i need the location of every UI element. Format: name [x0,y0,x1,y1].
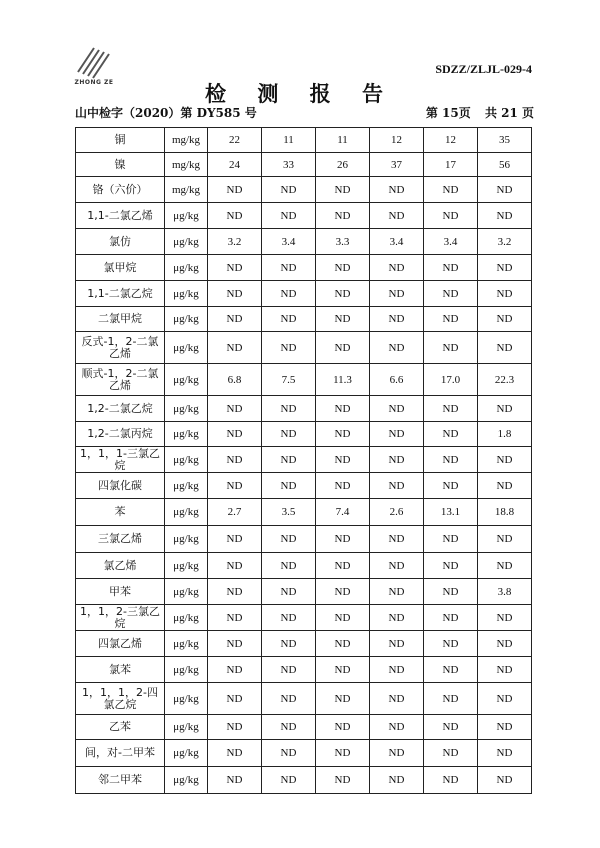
result-value: ND [262,631,316,657]
result-value: ND [316,255,370,281]
result-value: ND [370,177,424,203]
result-value: ND [370,715,424,740]
result-value: ND [478,740,532,767]
result-value: ND [370,631,424,657]
unit-cell: μg/kg [165,255,208,281]
result-value: ND [262,715,316,740]
result-value: ND [262,605,316,631]
result-value: ND [316,422,370,447]
result-value: ND [262,203,316,229]
result-value: ND [316,715,370,740]
result-value: 11 [316,128,370,153]
analyte-name: 1,1-二氯乙烯 [76,203,165,229]
result-value: ND [370,740,424,767]
result-value: ND [424,553,478,579]
unit-cell: μg/kg [165,281,208,307]
table-row [76,715,532,740]
result-value: ND [370,396,424,422]
result-value: ND [208,579,262,605]
table-row [76,657,532,683]
result-value: 3.4 [370,229,424,255]
result-value: 1.8 [478,422,532,447]
result-value: ND [208,715,262,740]
analyte-name: 苯 [76,499,165,526]
result-value: ND [208,422,262,447]
result-value: ND [370,553,424,579]
table-row [76,526,532,553]
analyte-name: 乙苯 [76,715,165,740]
result-value: ND [424,203,478,229]
result-value: ND [316,447,370,473]
result-value: ND [262,422,316,447]
result-value: ND [262,396,316,422]
analyte-name: 1,2-二氯乙烷 [76,396,165,422]
result-value: ND [316,307,370,332]
result-value: ND [262,526,316,553]
result-value: ND [478,396,532,422]
result-value: ND [424,422,478,447]
result-value: ND [316,553,370,579]
result-value: 3.5 [262,499,316,526]
result-value: 12 [370,128,424,153]
result-value: ND [478,255,532,281]
result-value: ND [208,307,262,332]
result-value: 33 [262,153,316,177]
unit-cell: μg/kg [165,767,208,794]
table-row [76,255,532,281]
analyte-name: 氯苯 [76,657,165,683]
result-value: ND [208,657,262,683]
page-info [416,104,534,121]
unit-cell: μg/kg [165,631,208,657]
result-value: ND [316,579,370,605]
result-value: ND [370,579,424,605]
table-row [76,332,532,364]
result-value: 3.4 [424,229,478,255]
result-value: ND [370,447,424,473]
result-value: ND [316,396,370,422]
table-row [76,767,532,794]
result-value: ND [478,281,532,307]
result-value: ND [208,177,262,203]
result-value: ND [262,657,316,683]
unit-cell: μg/kg [165,473,208,499]
report-title: 检 测 报 告 [205,81,395,106]
analyte-name: 邻二甲苯 [76,767,165,794]
result-value: 11.3 [316,364,370,396]
result-value: ND [424,683,478,715]
result-value: ND [424,396,478,422]
table-row [76,447,532,473]
result-value: 3.4 [262,229,316,255]
result-value: ND [208,255,262,281]
result-value: ND [478,307,532,332]
result-value: ND [478,767,532,794]
result-value: 17.0 [424,364,478,396]
result-value: 3.8 [478,579,532,605]
result-value: ND [262,177,316,203]
table-row [76,631,532,657]
result-value: ND [370,281,424,307]
result-value: ND [478,715,532,740]
table-row [76,396,532,422]
result-value: ND [370,422,424,447]
result-value: ND [424,605,478,631]
result-value: ND [370,203,424,229]
unit-cell: μg/kg [165,332,208,364]
result-value: ND [424,526,478,553]
result-value: ND [316,657,370,683]
report-number: 山中检字（2020）第 DY585 号 [75,106,257,120]
result-value: ND [370,657,424,683]
page-number: 第 15页 [425,106,471,120]
result-value: ND [208,396,262,422]
result-value: 37 [370,153,424,177]
table-row [76,307,532,332]
analyte-name: 四氯化碳 [76,473,165,499]
result-value: 7.4 [316,499,370,526]
table-row [76,740,532,767]
result-value: ND [478,203,532,229]
logo-text: ZHONG ZE [74,79,114,86]
logo-stripes-icon [72,42,116,82]
result-value: ND [316,605,370,631]
result-value: ND [316,526,370,553]
result-value: ND [208,683,262,715]
result-value: ND [208,605,262,631]
unit-cell: mg/kg [165,153,208,177]
analyte-name: 间，对-二甲苯 [76,740,165,767]
result-value: ND [316,473,370,499]
result-value: 3.2 [208,229,262,255]
result-value: ND [208,553,262,579]
result-value: 2.7 [208,499,262,526]
company-logo [72,42,116,82]
result-value: 24 [208,153,262,177]
result-value: ND [478,605,532,631]
analyte-name: 1,1-二氯乙烷 [76,281,165,307]
analyte-name: 氯甲烷 [76,255,165,281]
result-value: ND [316,631,370,657]
analyte-name: 甲苯 [76,579,165,605]
analyte-name: 四氯乙烯 [76,631,165,657]
result-value: 2.6 [370,499,424,526]
analyte-name: 1，1，1，2-四氯乙烷 [76,683,165,715]
analyte-name: 铜 [76,128,165,153]
result-value: ND [424,307,478,332]
result-value: 7.5 [262,364,316,396]
result-value: ND [478,553,532,579]
analyte-name: 反式-1，2-二氯乙烯 [76,332,165,364]
result-value: ND [424,715,478,740]
table-row [76,579,532,605]
result-value: ND [370,605,424,631]
result-value: ND [370,307,424,332]
page-total: 共 21 页 [484,106,534,120]
result-value: ND [262,579,316,605]
result-value: ND [208,447,262,473]
result-value: ND [262,767,316,794]
unit-cell: μg/kg [165,229,208,255]
unit-cell: μg/kg [165,657,208,683]
unit-cell: μg/kg [165,715,208,740]
unit-cell: μg/kg [165,447,208,473]
result-value: ND [262,281,316,307]
result-value: ND [478,332,532,364]
table-row [76,128,532,153]
result-value: ND [262,307,316,332]
result-value: ND [208,473,262,499]
analyte-name: 1，1，1-三氯乙烷 [76,447,165,473]
result-value: 6.6 [370,364,424,396]
result-value: 17 [424,153,478,177]
analyte-name: 氯仿 [76,229,165,255]
result-value: ND [262,473,316,499]
result-value: 12 [424,128,478,153]
table-row [76,683,532,715]
table-row [76,153,532,177]
result-value: ND [370,255,424,281]
result-value: ND [370,767,424,794]
table-row [76,422,532,447]
result-value: ND [370,332,424,364]
result-value: ND [316,683,370,715]
result-value: ND [262,255,316,281]
analyte-name: 氯乙烯 [76,553,165,579]
result-value: ND [316,332,370,364]
analyte-name: 顺式-1，2-二氯乙烯 [76,364,165,396]
result-value: ND [316,177,370,203]
unit-cell: μg/kg [165,683,208,715]
result-value: ND [370,473,424,499]
unit-cell: μg/kg [165,203,208,229]
result-value: ND [262,447,316,473]
result-value: 22 [208,128,262,153]
result-value: ND [208,767,262,794]
result-value: ND [424,281,478,307]
unit-cell: μg/kg [165,422,208,447]
result-value: ND [370,526,424,553]
result-value: ND [262,740,316,767]
unit-cell: μg/kg [165,307,208,332]
result-value: ND [424,447,478,473]
result-value: ND [316,740,370,767]
result-value: ND [262,332,316,364]
result-value: ND [478,473,532,499]
result-value: ND [208,203,262,229]
unit-cell: mg/kg [165,128,208,153]
document-code: SDZZ/ZLJL-029-4 [435,62,532,76]
result-value: ND [370,683,424,715]
result-value: ND [424,177,478,203]
result-value: ND [262,683,316,715]
table-row [76,177,532,203]
result-value: 3.3 [316,229,370,255]
result-value: ND [478,526,532,553]
result-value: ND [478,177,532,203]
result-value: 18.8 [478,499,532,526]
unit-cell: μg/kg [165,605,208,631]
result-value: ND [424,579,478,605]
result-value: 3.2 [478,229,532,255]
unit-cell: μg/kg [165,553,208,579]
analyte-name: 1,2-二氯丙烷 [76,422,165,447]
result-value: ND [478,631,532,657]
unit-cell: μg/kg [165,364,208,396]
result-value: 35 [478,128,532,153]
analyte-name: 二氯甲烷 [76,307,165,332]
unit-cell: mg/kg [165,177,208,203]
result-value: 56 [478,153,532,177]
unit-cell: μg/kg [165,396,208,422]
unit-cell: μg/kg [165,740,208,767]
result-value: ND [316,203,370,229]
analyte-name: 三氯乙烯 [76,526,165,553]
result-value: ND [424,255,478,281]
table-row [76,203,532,229]
result-value: 13.1 [424,499,478,526]
unit-cell: μg/kg [165,526,208,553]
result-value: ND [424,740,478,767]
result-value: ND [424,473,478,499]
table-row [76,281,532,307]
result-value: ND [478,447,532,473]
result-value: ND [478,683,532,715]
result-value: ND [424,631,478,657]
result-value: ND [208,631,262,657]
result-value: ND [208,526,262,553]
results-table [75,127,532,794]
unit-cell: μg/kg [165,579,208,605]
table-row [76,229,532,255]
result-value: ND [208,332,262,364]
analyte-name: 铬（六价） [76,177,165,203]
result-value: ND [478,657,532,683]
result-value: ND [208,740,262,767]
analyte-name: 1，1，2-三氯乙烷 [76,605,165,631]
result-value: ND [208,281,262,307]
table-row [76,364,532,396]
result-value: ND [424,767,478,794]
unit-cell: μg/kg [165,499,208,526]
table-row [76,473,532,499]
result-value: 6.8 [208,364,262,396]
result-value: ND [262,553,316,579]
result-value: 11 [262,128,316,153]
analyte-name: 镍 [76,153,165,177]
result-value: 22.3 [478,364,532,396]
result-value: ND [424,332,478,364]
result-value: 26 [316,153,370,177]
result-value: ND [316,281,370,307]
table-row [76,553,532,579]
result-value: ND [424,657,478,683]
result-value: ND [316,767,370,794]
table-row [76,605,532,631]
table-row [76,499,532,526]
